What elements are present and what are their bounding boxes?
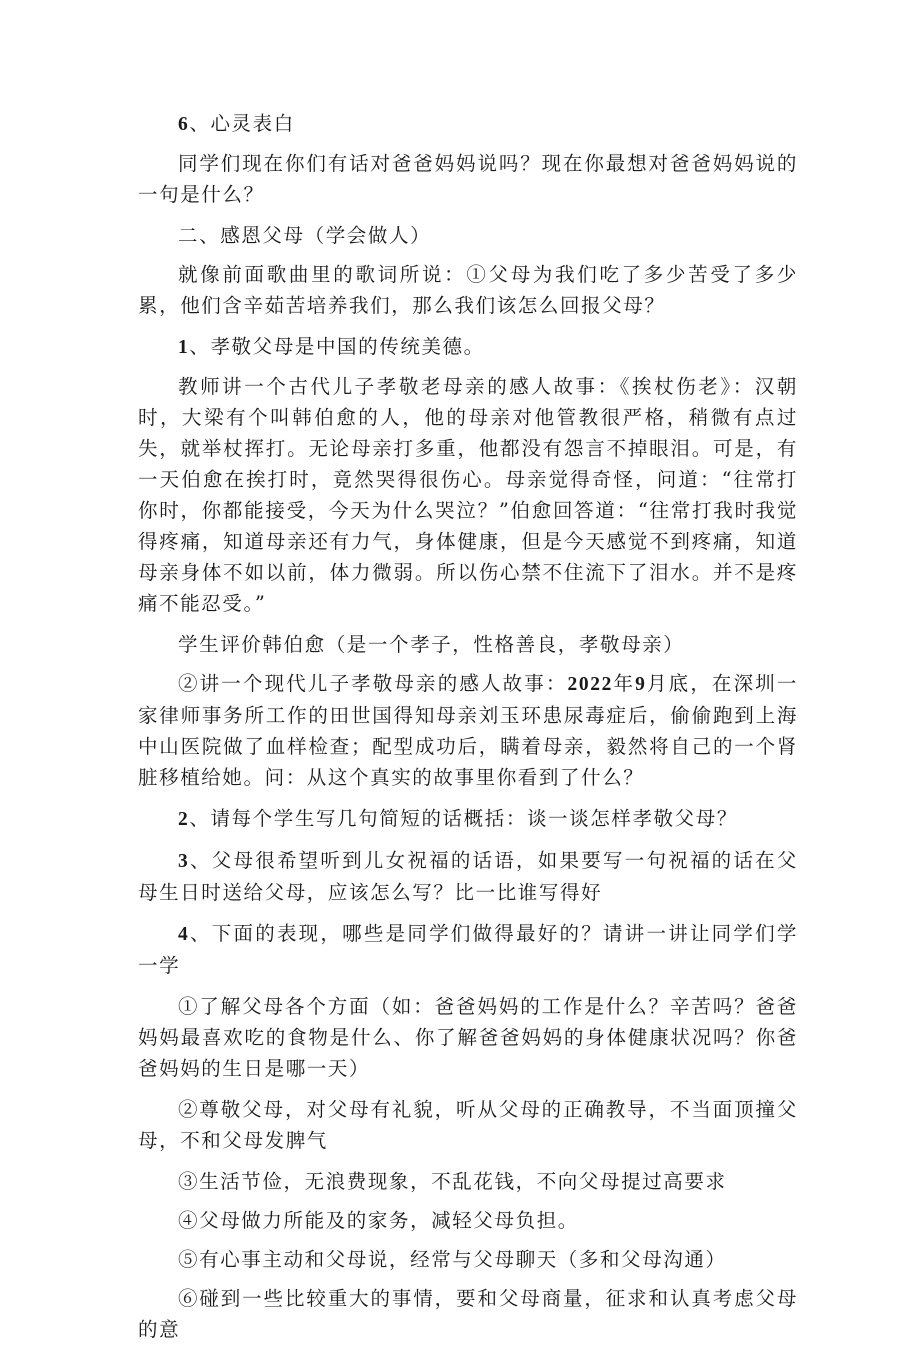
paragraph-song-lyrics [138,259,798,321]
paragraph-question-to-parents [138,148,798,210]
list-item-text: ①了解父母各个方面（如：爸爸妈妈的工作是什么？辛苦吗？爸爸妈妈最喜欢吃的食物是什么、你了解爸爸妈妈的身体健康状况吗？你爸爸妈妈的生日是哪一天） [138,995,798,1080]
item-write-sentences [138,803,798,835]
paragraph-ancient-story [138,371,798,619]
section-number: 6 [178,114,190,135]
section-heading-gratitude [138,220,798,251]
list-item-text: ⑤有心事主动和父母说，经常与父母聊天（多和父母沟通） [178,1248,727,1271]
list-item-text: ②尊敬父母，对父母有礼貌，听从父母的正确教导，不当面顶撞父母，不和父母发脾气 [138,1098,798,1152]
document-body [138,108,798,1353]
item-number: 2 [178,809,190,830]
story-month: 9 [635,674,647,695]
list-item-text: ③生活节俭，无浪费现象，不乱花钱，不向父母提过高要求 [178,1170,727,1193]
item-number: 3 [178,851,190,872]
section-heading-heart-confession [138,108,798,140]
paragraph-text: 就像前面歌曲里的歌词所说：①父母为我们吃了多少苦受了多少累，他们含辛茹苦培养我们，那么我们该怎么回报父母？ [138,263,798,317]
item-text: 、下面的表现，哪些是同学们做得最好的？请讲一讲让同学们学一学 [138,922,798,977]
section-title: 二、感恩父母（学会做人） [178,224,432,247]
list-item-consult-parents [138,1283,798,1345]
list-item-housework [138,1205,798,1236]
paragraph-text: 同学们现在你们有话对爸爸妈妈说吗？现在你最想对爸爸妈妈说的一句是什么？ [138,152,798,206]
paragraph-modern-story [138,668,798,793]
list-item-respect-parents [138,1094,798,1156]
story-year: 2022 [567,674,613,695]
item-text: 、请每个学生写几句简短的话概括：谈一谈怎样孝敬父母？ [189,807,738,830]
item-text: 、父母很希望听到儿女祝福的话语，如果要写一句祝福的话在父母生日时送给父母，应该怎么写？比一比谁写得好 [138,849,798,904]
item-title: 、孝敬父母是中国的传统美德。 [189,335,485,358]
item-birthday-wishes [138,845,798,908]
list-item-text: ④父母做力所能及的家务，减轻父母负担。 [178,1209,579,1232]
list-item-communicate [138,1244,798,1275]
paragraph-text: 教师讲一个古代儿子孝敬老母亲的感人故事：《挨杖伤老》：汉朝时，大梁有个叫韩伯愈的人，他的母亲对他管教很严格，稍微有点过失，就举杖挥打。无论母亲打多重，他都没有怨言不掉眼泪。可是，有一天伯愈在挨打时，竟然哭得很伤心。母亲觉得奇怪，问道：“往常打你时，你都能接受，今天为什么哭泣？”伯愈回答道：“往常打我时我觉得疼痛，知道母亲还有力气，身体健康，但是今天感觉不到疼痛，知道母亲身体不如以前，体力微弱。所以伤心禁不住流下了泪水。并不是疼痛不能忍受。” [138,375,798,615]
paragraph-text: 年 [612,672,636,695]
item-number: 1 [178,337,190,358]
list-item-know-parents [138,991,798,1084]
paragraph-student-evaluation [138,629,798,660]
item-heading-filial-piety [138,331,798,363]
item-number: 4 [178,924,190,945]
paragraph-text: ②讲一个现代儿子孝敬母亲的感人故事： [178,672,568,695]
section-title: 、心灵表白 [189,112,295,135]
list-item-text: ⑥碰到一些比较重大的事情，要和父母商量，征求和认真考虑父母的意 [138,1287,798,1341]
paragraph-text: 学生评价韩伯愈（是一个孝子，性格善良，孝敬母亲） [178,633,685,656]
list-item-frugal-living [138,1166,798,1197]
item-best-behaviors [138,918,798,981]
paragraph-text: 月底，在深圳一家律师事务所工作的田世国得知母亲刘玉环患尿毒症后，偷偷跑到上海中山医院做了血样检查；配型成功后，瞒着母亲，毅然将自己的一个肾脏移植给她。问：从这个真实的故事里你看到了什么？ [138,672,798,789]
